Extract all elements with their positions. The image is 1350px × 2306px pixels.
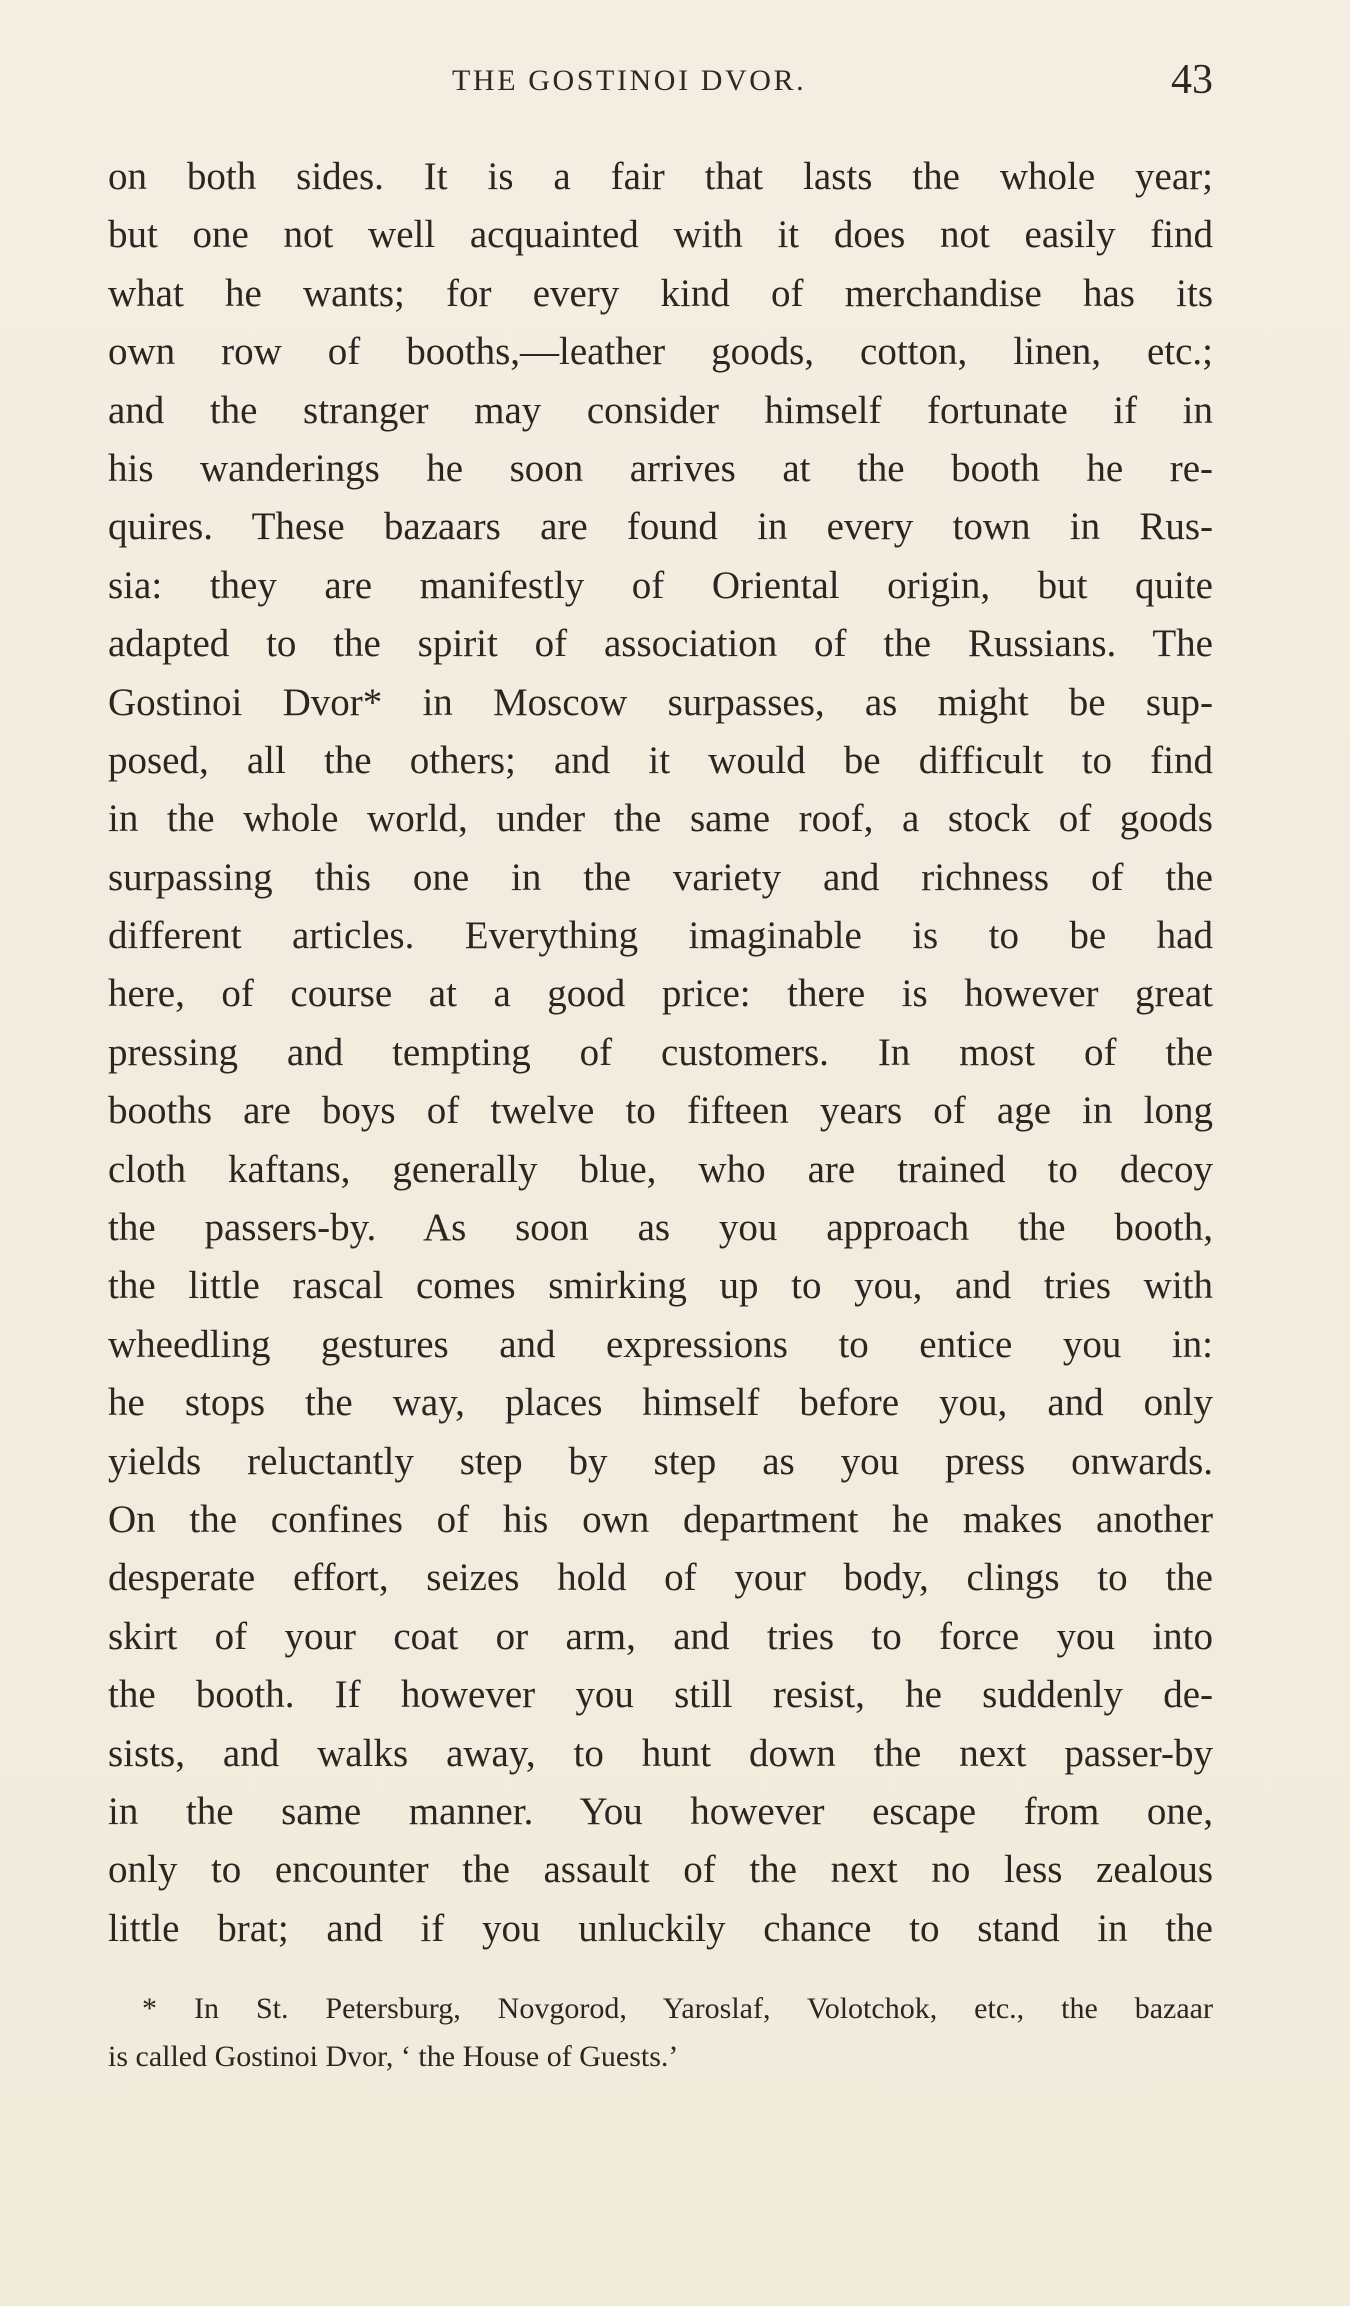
body-text bbox=[108, 148, 1213, 1958]
text-line: booths are boys of twelve to fifteen years of age in long bbox=[108, 1089, 1213, 1133]
text-line: surpassing this one in the variety and richness of the bbox=[108, 855, 1213, 899]
text-line: only to encounter the assault of the next no less zealous bbox=[108, 1848, 1213, 1892]
text-line: the little rascal comes smirking up to you, and tries with bbox=[108, 1264, 1213, 1308]
text-line: posed, all the others; and it would be difficult to find bbox=[108, 738, 1213, 782]
text-line: sia: they are manifestly of Oriental origin, but quite bbox=[108, 563, 1213, 607]
text-line: different articles. Everything imaginable is to be had bbox=[108, 914, 1213, 958]
text-line: pressing and tempting of customers. In most of the bbox=[108, 1030, 1213, 1074]
text-line: the booth. If however you still resist, he suddenly de- bbox=[108, 1673, 1213, 1717]
text-line: own row of booths,—leather goods, cotton, linen, etc.; bbox=[108, 330, 1213, 374]
text-line: desperate effort, seizes hold of your body, clings to the bbox=[108, 1556, 1213, 1600]
footnote bbox=[108, 1985, 1213, 2081]
text-line: in the same manner. You however escape from one, bbox=[108, 1789, 1213, 1833]
text-line: the passers-by. As soon as you approach the booth, bbox=[108, 1206, 1213, 1250]
text-line: his wanderings he soon arrives at the booth he re- bbox=[108, 446, 1213, 490]
running-head bbox=[108, 56, 1213, 104]
running-title: THE GOSTINOI DVOR. bbox=[452, 64, 807, 97]
text-line: here, of course at a good price: there is however great bbox=[108, 972, 1213, 1016]
text-line: skirt of your coat or arm, and tries to force you into bbox=[108, 1614, 1213, 1658]
text-line: sists, and walks away, to hunt down the next passer-by bbox=[108, 1731, 1213, 1775]
footnote-line: is called Gostinoi Dvor, ‘ the House of Guests.’ bbox=[108, 2040, 679, 2073]
text-line: Gostinoi Dvor* in Moscow surpasses, as might be sup- bbox=[108, 680, 1213, 724]
text-line: quires. These bazaars are found in every town in Rus- bbox=[108, 505, 1213, 549]
text-line: little brat; and if you unluckily chance to stand in the bbox=[108, 1906, 1213, 1950]
text-line: in the whole world, under the same roof, a stock of goods bbox=[108, 797, 1213, 841]
text-line: and the stranger may consider himself fortunate if in bbox=[108, 388, 1213, 432]
text-line: he stops the way, places himself before you, and only bbox=[108, 1381, 1213, 1425]
text-line: on both sides. It is a fair that lasts the whole year; bbox=[108, 155, 1213, 198]
text-line: what he wants; for every kind of merchandise has its bbox=[108, 271, 1213, 315]
footnote-line: * In St. Petersburg, Novgorod, Yaroslaf, Volotchok, etc., the bazaar bbox=[142, 1992, 1213, 2025]
text-line: On the confines of his own department he makes another bbox=[108, 1497, 1213, 1541]
text-line: cloth kaftans, generally blue, who are trained to decoy bbox=[108, 1147, 1213, 1191]
text-line: yields reluctantly step by step as you press onwards. bbox=[108, 1439, 1213, 1483]
text-line: but one not well acquainted with it does not easily find bbox=[108, 213, 1213, 257]
page-number: 43 bbox=[1171, 57, 1213, 103]
text-line: adapted to the spirit of association of the Russians. The bbox=[108, 622, 1213, 666]
text-line: wheedling gestures and expressions to entice you in: bbox=[108, 1322, 1213, 1366]
